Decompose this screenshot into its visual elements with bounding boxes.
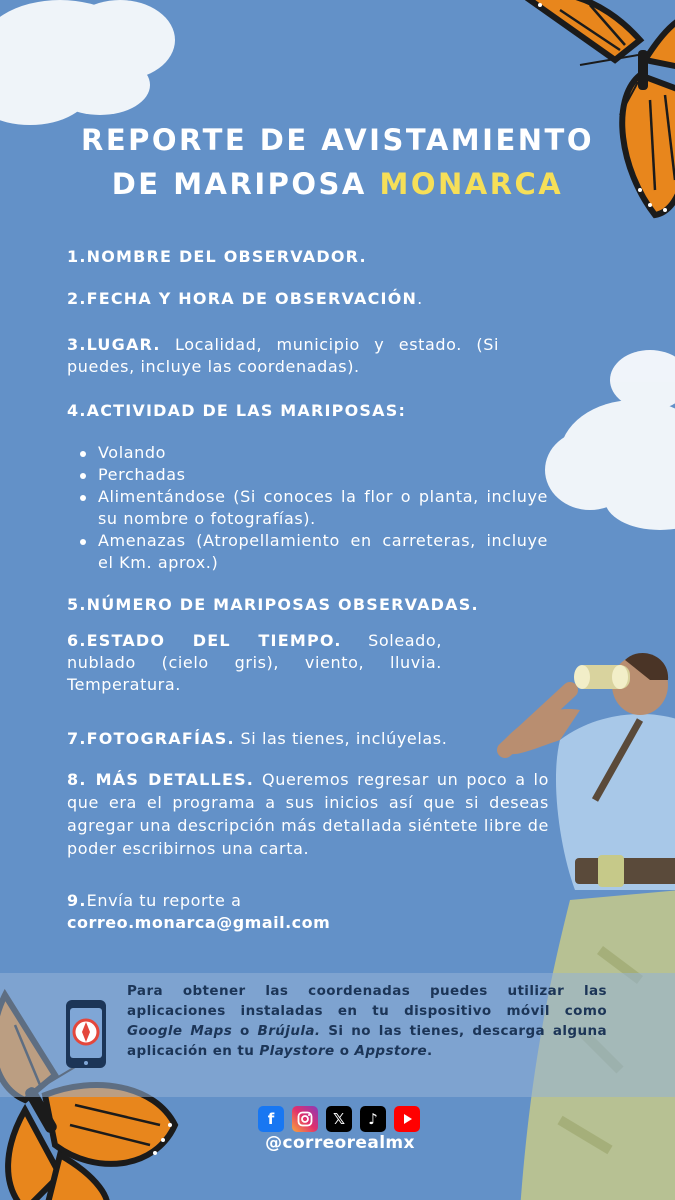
item-3-text: Localidad, municipio y estado. (Si puedes, incluye las coordenadas). [67, 335, 499, 376]
item-date-time [67, 288, 532, 310]
item-1-heading: 1.NOMBRE DEL OBSERVADOR. [67, 247, 367, 266]
item-9-heading: 9. [67, 891, 87, 910]
item-8-heading: 8. MÁS DETALLES. [67, 770, 255, 789]
item-9-text: Envía tu reporte a [86, 891, 242, 910]
item-send-report [67, 890, 532, 934]
tip-store-appstore: Appstore [354, 1043, 428, 1059]
item-4-heading: 4.ACTIVIDAD DE LAS MARIPOSAS: [67, 401, 407, 420]
activity-item: Alimentándose (Si conoces la flor o planta, incluye su nombre o fotografías). [78, 486, 548, 530]
cloud-right [540, 340, 675, 540]
compass-phone-icon [64, 998, 108, 1070]
item-butterfly-activity [67, 400, 532, 422]
title-highlight: MONARCA [379, 167, 564, 201]
page-title [40, 118, 635, 206]
tip-part-3: Si no las tienes, descarga alguna aplicación en tu [127, 1023, 608, 1059]
activity-item: Amenazas (Atropellamiento en carreteras, incluye el Km. aprox.) [78, 530, 548, 574]
item-2-suffix: . [417, 289, 423, 308]
item-more-details [67, 768, 549, 860]
tip-store-playstore: Playstore [259, 1043, 335, 1059]
title-line-2 [40, 162, 635, 206]
activity-item: Volando [78, 442, 548, 464]
tip-part-2: o [232, 1023, 258, 1039]
activity-list [78, 442, 548, 574]
facebook-icon[interactable]: f [258, 1106, 284, 1132]
report-email-link[interactable]: correo.monarca@gmail.com [67, 913, 331, 932]
social-icons [258, 1106, 428, 1132]
item-weather [67, 630, 442, 696]
item-6-heading: 6.ESTADO DEL TIEMPO. [67, 631, 342, 650]
coordinates-tip [127, 981, 607, 1061]
item-7-heading: 7.FOTOGRAFÍAS. [67, 729, 235, 748]
item-photos [67, 728, 532, 750]
item-7-text: Si las tienes, inclúyelas. [234, 729, 448, 748]
item-8-text: Queremos regresar un poco a lo que era el programa a sus inicios así que si deseas agregar una descripción más detallada siéntete libre de poder escribirnos una carta. [67, 770, 549, 858]
instagram-icon[interactable] [292, 1106, 318, 1132]
item-butterfly-count [67, 594, 547, 616]
item-6-text: Soleado, nublado (cielo gris), viento, lluvia. Temperatura. [67, 631, 443, 694]
tip-part-5: . [427, 1043, 433, 1059]
item-place [67, 334, 499, 378]
youtube-icon[interactable] [394, 1106, 420, 1132]
item-5-heading: 5.NÚMERO DE MARIPOSAS OBSERVADAS. [67, 595, 479, 614]
tip-part-4: o [334, 1043, 355, 1059]
x-icon[interactable]: 𝕏 [326, 1106, 352, 1132]
tip-part-1: Para obtener las coordenadas puedes utilizar las aplicaciones instaladas en tu dispositivo móvil como [127, 983, 607, 1019]
tiktok-icon[interactable]: ♪ [360, 1106, 386, 1132]
tip-app-brujula: Brújula. [257, 1023, 321, 1039]
title-line-2-prefix: DE MARIPOSA [111, 167, 367, 201]
item-3-heading: 3.LUGAR. [67, 335, 161, 354]
tip-app-google-maps: Google Maps [127, 1023, 233, 1039]
item-observer-name [67, 246, 532, 268]
activity-item: Perchadas [78, 464, 548, 486]
item-2-heading: 2.FECHA Y HORA DE OBSERVACIÓN [67, 289, 418, 308]
title-line-1: REPORTE DE AVISTAMIENTO [81, 123, 594, 157]
social-handle[interactable]: @correorealmx [265, 1133, 415, 1153]
